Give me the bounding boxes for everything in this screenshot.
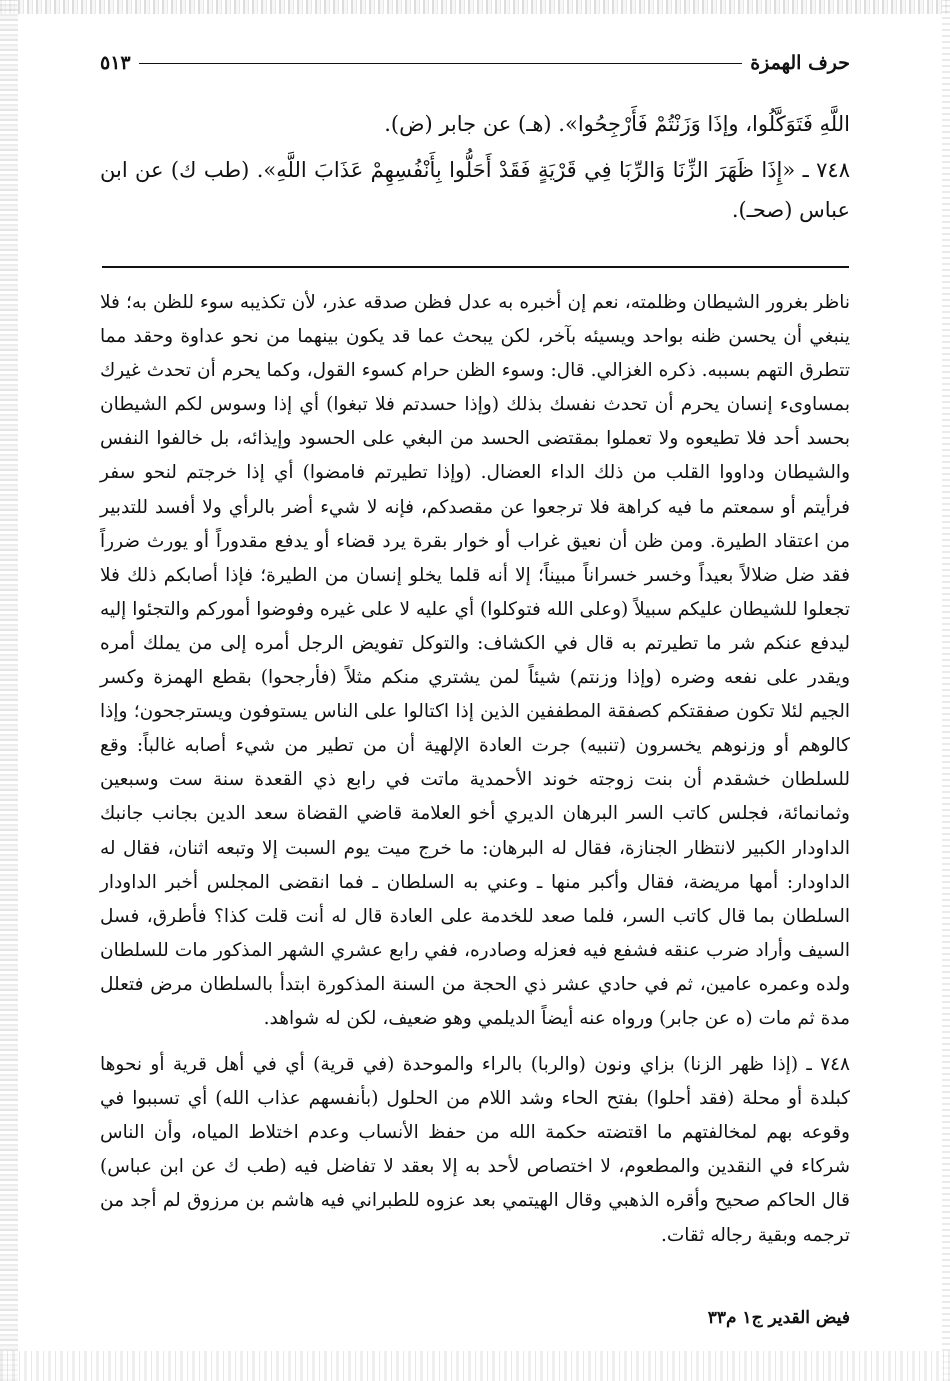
scan-border-left	[0, 0, 18, 1381]
scan-border-right	[942, 0, 950, 1381]
header-rule	[139, 63, 743, 64]
hadith-continuation: اللَّهِ فَتَوَكَّلُوا، وإذَا وَزَنْتُمْ فَأَرْجِحُوا». (هـ) عن جابر (ض).	[384, 112, 850, 136]
chapter-title: حرف الهمزة	[750, 52, 850, 74]
scan-border-bottom	[0, 1351, 950, 1381]
commentary-section	[100, 286, 850, 1253]
section-separator	[102, 266, 849, 268]
running-header	[100, 48, 850, 78]
hadith-entry-748: ٧٤٨ ـ «إِذَا ظَهَرَ الزِّنَا وَالرِّبَا فِي قَرْيَةٍ فَقَدْ أَحَلُّوا بِأَنْفُسِهِمْ عَذَابَ اللَّهِ». (طب ك) عن ابن عباس (صحـ).	[100, 158, 850, 222]
scan-border-top	[0, 0, 950, 14]
hadith-text-section	[100, 104, 850, 230]
commentary-paragraph-748: ٧٤٨ ـ (إذا ظهر الزنا) بزاي ونون (والربا) بالراء والموحدة (في قرية) أي في أهل قرية أو نحوها كبلدة أو محلة (فقد أحلوا) بفتح الحاء وشد اللام من الحلول (بأنفسهم عذاب الله) أي تسببوا في وقوعه بهم لمخالفتهم ما اقتضته حكمة الله من حفظ الأنساب وعدم اختلاط المياه، وأن الناس شركاء في النقدين والمطعوم، لا اختصاص لأحد به إلا بعقد لا تفاضل فيه (طب ك عن ابن عباس) قال الحاكم صحيح وأقره الذهبي وقال الهيتمي بعد عزوه للطبراني فيه هاشم بن مرزوق لم أجد من ترجمه وبقية رجاله ثقات.	[100, 1054, 850, 1246]
volume-signature: فيض القدير ج١ م٣٣	[707, 1308, 850, 1328]
commentary-paragraph: ناظر بغرور الشيطان وظلمته، نعم إن أخبره به عدل فظن صدقه عذر، لأن تكذيبه سوء للظن به؛ فلا ينبغي أن يحسن ظنه بواحد ويسيئه بآخر، لكن يبحث عما قد يكون بينهما من نحو عداوة وحقد مما تتطرق التهم بسببه. ذكره الغزالي. قال: وسوء الظن حرام كسوء القول، وكما يحرم أن تحدث غيرك بمساوىء إنسان يحرم أن تحدث نفسك بذلك (وإذا حسدتم فلا تبغوا) أي إذا وسوس لكم الشيطان بحسد أحد فلا تطيعوه ولا تعملوا بمقتضى الحسد من البغي على الحسود وإيذائه، بل خالفوا النفس والشيطان وداووا القلب من ذلك الداء العضال. (وإذا تطيرتم فامضوا) أي إذا خرجتم لنحو سفر فرأيتم أو سمعتم ما فيه كراهة فلا ترجعوا عن مقصدكم، فإنه لا شيء أضر بالرأي ولا أفسد للتدبير من اعتقاد الطيرة. ومن ظن أن نعيق غراب أو خوار بقرة يرد قضاء أو يدفع مقدوراً أو يورث ضرراً فقد ضل ضلالاً بعيداً وخسر خسراناً مبيناً؛ إلا أنه قلما يخلو إنسان من الطيرة؛ فإذا أصابكم ذلك فلا تجعلوا للشيطان عليكم سبيلاً (وعلى الله فتوكلوا) أي عليه لا على غيره وفوضوا أموركم والتجئوا إليه ليدفع عنكم شر ما تطيرتم به قال في الكشاف: والتوكل تفويض الرجل أمره إلى من يملك أمره ويقدر على نفعه وضره (وإذا وزنتم) شيئاً لمن يشتري منكم مثلاً (فأرجحوا) بقطع الهمزة وكسر الجيم لئلا تكون صفقتكم كصفقة المطففين الذين إذا اكتالوا على الناس يستوفون ويسترجحون؛ وإذا كالوهم أو وزنوهم يخسرون (تنبيه) جرت العادة الإلهية أن من تطير من شيء أصابه غالباً: وقع للسلطان خشقدم أن بنت زوجته خوند الأحمدية ماتت في رابع ذي القعدة سنة ست وسبعين وثمانمائة، فجلس كاتب السر البرهان الديري أخو العلامة قاضي القضاة سعد الدين بجانب جانبك الداودار الكبير لانتظار الجنازة، فقال له البرهان: ما خرج ميت يوم السبت إلا وتبعه اثنان، فقال له الداودار: أمها مريضة، فقال وأكبر منها ـ وعني به السلطان ـ فما انقضى المجلس أخبر الداودار السلطان بما قال كاتب السر، فلما صعد للخدمة على العادة قال له أنت قلت كذا؟ فأطرق، فسل السيف وأراد ضرب عنقه فشفع فيه فعزله وصادره، ففي رابع عشري الشهر المذكور مات للسلطان ولده وعمره عامين، ثم في حادي عشر ذي الحجة من السنة المذكورة ابتدأ بالسلطان مرض فتعلل مدة ثم مات (ه عن جابر) ورواه عنه أيضاً الديلمي وهو ضعيف، لكن له شواهد.	[100, 292, 850, 1029]
page-number: ٥١٣	[100, 52, 131, 74]
